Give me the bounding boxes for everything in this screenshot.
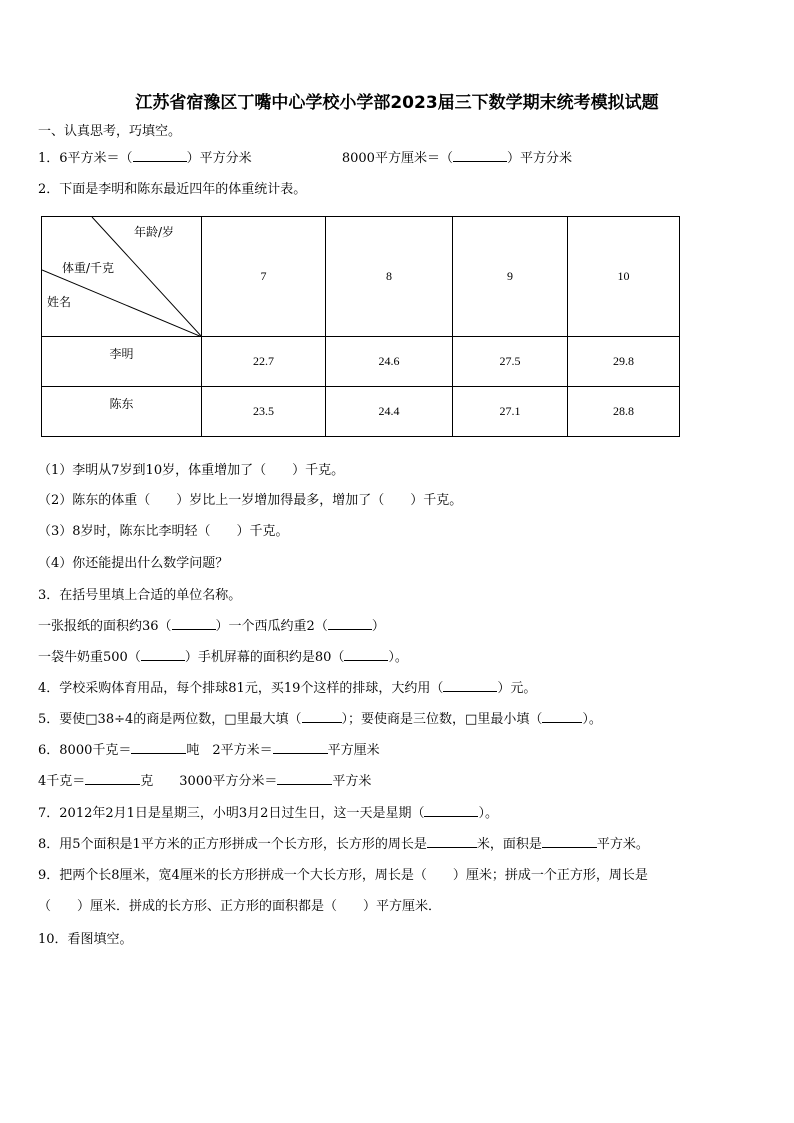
age-header: 8 xyxy=(326,217,453,337)
page-title: 江苏省宿豫区丁嘴中心学校小学部2023届三下数学期末统考模拟试题 xyxy=(135,93,659,113)
table-cell: 23.5 xyxy=(202,387,326,437)
q5-blank[interactable] xyxy=(302,708,342,723)
row-name: 陈东 xyxy=(42,387,202,437)
table-cell: 27.1 xyxy=(453,387,568,437)
q5-text: 5．要使□38÷4的商是两位数，□里最大填（ xyxy=(38,712,302,727)
question-2-sub-2: （2）陈东的体重（ ）岁比上一岁增加得最多，增加了（ ）千克。 xyxy=(38,493,463,508)
question-8 xyxy=(38,833,649,852)
q6-text: 4千克＝ xyxy=(38,774,86,789)
corner-name-label: 姓名 xyxy=(47,295,72,309)
question-2-sub-4: （4）你还能提出什么数学问题？ xyxy=(38,556,229,571)
corner-age-label: 年龄/岁 xyxy=(134,225,175,239)
q6-text: 6．8000千克＝ xyxy=(38,743,132,758)
q8-blank[interactable] xyxy=(542,833,597,848)
q5-blank[interactable] xyxy=(542,708,582,723)
q6-text: 吨 2平方米＝ xyxy=(186,743,273,758)
q8-blank[interactable] xyxy=(427,833,477,848)
q1-part-b-end: ）平方分米 xyxy=(506,151,572,166)
q6-blank[interactable] xyxy=(131,739,186,754)
question-5 xyxy=(38,708,602,727)
diagonal-lines xyxy=(42,217,202,337)
question-10: 10．看图填空。 xyxy=(38,932,133,947)
q6-blank[interactable] xyxy=(277,770,332,785)
q3-text: 一袋牛奶重500（ xyxy=(38,650,141,665)
q3-blank[interactable] xyxy=(172,615,216,630)
q3-text: 一张报纸的面积约36（ xyxy=(38,619,172,634)
q3-blank[interactable] xyxy=(141,646,185,661)
q6-text: 平方米 xyxy=(332,774,372,789)
q6-text: 克 3000平方分米＝ xyxy=(140,774,278,789)
q6-blank[interactable] xyxy=(273,739,328,754)
q5-text: ）。 xyxy=(582,712,602,727)
question-7 xyxy=(38,802,498,821)
q7-text: ）。 xyxy=(478,806,498,821)
question-3-line-2 xyxy=(38,646,408,665)
question-2-sub-3: （3）8岁时，陈东比李明轻（ ）千克。 xyxy=(38,524,289,539)
table-cell: 24.4 xyxy=(326,387,453,437)
q7-text: 7．2012年2月1日是星期三，小明3月2日过生日，这一天是星期（ xyxy=(38,806,425,821)
row-name: 李明 xyxy=(42,337,202,387)
q6-text: 平方厘米 xyxy=(327,743,380,758)
question-2-sub-1: （1）李明从7岁到10岁，体重增加了（ ）千克。 xyxy=(38,463,345,478)
question-2-stem: 2．下面是李明和陈东最近四年的体重统计表。 xyxy=(38,182,307,197)
table-cell: 27.5 xyxy=(453,337,568,387)
q1-part-a-end: ）平方分米 xyxy=(186,151,252,166)
section-heading: 一、认真思考，巧填空。 xyxy=(38,124,182,139)
q1-blank-b[interactable] xyxy=(453,147,507,162)
q3-text: ）手机屏幕的面积约是80（ xyxy=(184,650,345,665)
q3-text: ）一个西瓜约重2（ xyxy=(215,619,328,634)
table-row xyxy=(42,337,680,387)
q5-text: ）；要使商是三位数，□里最小填（ xyxy=(341,712,543,727)
table-corner-header xyxy=(42,217,202,337)
table-cell: 24.6 xyxy=(326,337,453,387)
q3-text: ） xyxy=(371,619,385,634)
question-3-stem: 3．在括号里填上合适的单位名称。 xyxy=(38,588,242,603)
table-cell: 28.8 xyxy=(568,387,680,437)
q7-blank[interactable] xyxy=(424,802,478,817)
q8-text: 平方米。 xyxy=(596,837,649,852)
q8-text: 8．用5个面积是1平方米的正方形拼成一个长方形，长方形的周长是 xyxy=(38,837,427,852)
age-header: 9 xyxy=(453,217,568,337)
q1-part-a: 6平方米＝（ xyxy=(59,151,133,166)
question-9-line-1: 9．把两个长8厘米，宽4厘米的长方形拼成一个大长方形，周长是（ ）厘米；拼成一个正方形，周长是 xyxy=(38,868,648,883)
q3-text: ）。 xyxy=(388,650,408,665)
q4-text: ）元。 xyxy=(497,681,537,696)
question-9-line-2: （ ）厘米．拼成的长方形、正方形的面积都是（ ）平方厘米． xyxy=(38,899,442,914)
question-1 xyxy=(38,147,572,166)
age-header: 7 xyxy=(202,217,326,337)
q6-blank[interactable] xyxy=(85,770,140,785)
q1-number: 1． xyxy=(38,151,60,166)
q4-text: 4．学校采购体育用品，每个排球81元，买19个这样的排球，大约用（ xyxy=(38,681,444,696)
table-row xyxy=(42,387,680,437)
q1-blank-a[interactable] xyxy=(133,147,187,162)
question-6-line-1 xyxy=(38,739,380,758)
corner-weight-label: 体重/千克 xyxy=(62,261,115,275)
q3-blank[interactable] xyxy=(328,615,372,630)
q8-text: 米，面积是 xyxy=(476,837,542,852)
question-6-line-2 xyxy=(38,770,371,789)
table-cell: 22.7 xyxy=(202,337,326,387)
q3-blank[interactable] xyxy=(344,646,388,661)
table-cell: 29.8 xyxy=(568,337,680,387)
q4-blank[interactable] xyxy=(443,677,497,692)
weight-table xyxy=(41,216,680,437)
q1-part-b: 8000平方厘米＝（ xyxy=(341,151,453,166)
age-header: 10 xyxy=(568,217,680,337)
question-4 xyxy=(38,677,536,696)
question-3-line-1 xyxy=(38,615,385,634)
